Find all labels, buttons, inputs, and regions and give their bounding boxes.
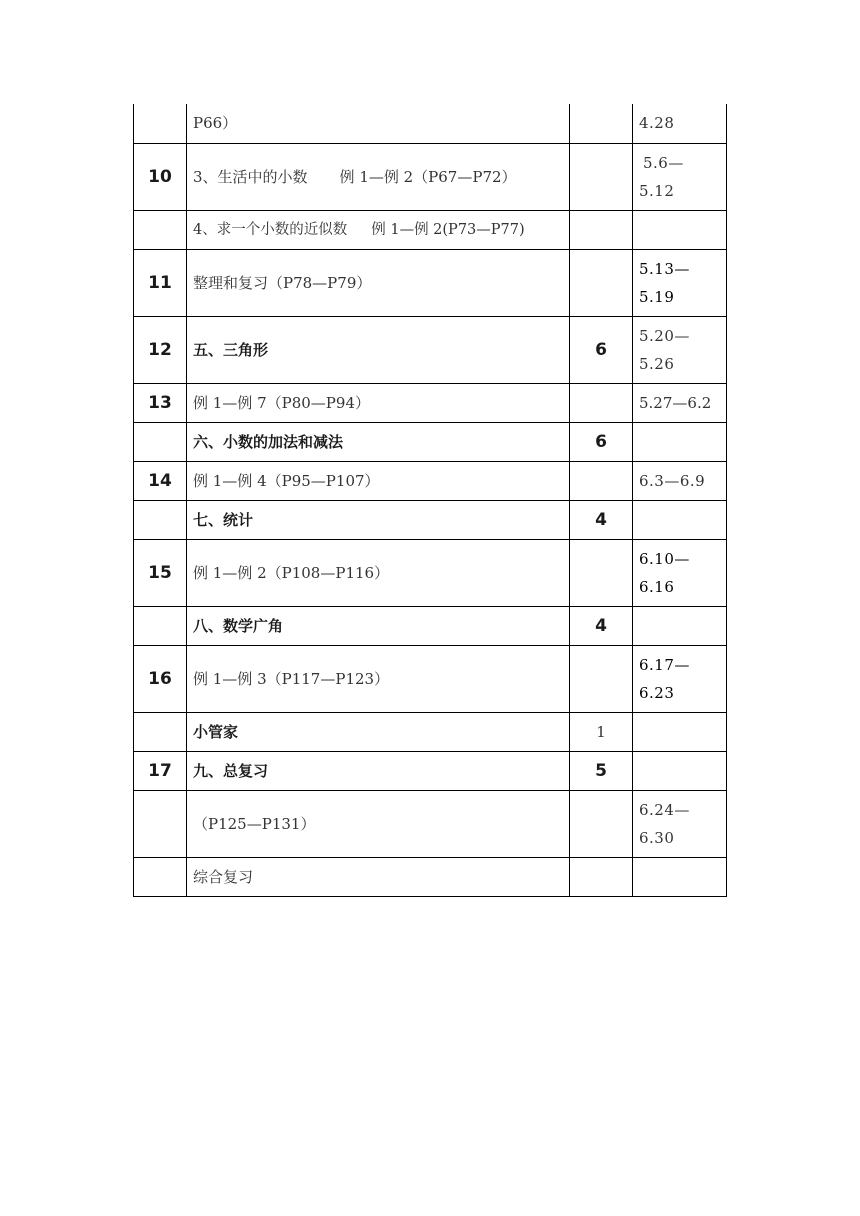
date-cell	[633, 857, 727, 896]
date-cell	[633, 316, 727, 383]
date-cell	[633, 143, 727, 210]
table-row	[134, 539, 727, 606]
date-cell	[633, 104, 727, 143]
date-cell	[633, 249, 727, 316]
date-cell	[633, 790, 727, 857]
week-cell: 16	[134, 645, 187, 712]
date-cell	[633, 645, 727, 712]
table-row	[134, 712, 727, 751]
date-line: 6.23	[639, 683, 675, 702]
content-cell: 例 1—例 2（P108—P116）	[187, 539, 570, 606]
date-line: 6.17—	[639, 655, 690, 674]
content-range: 例 1—例 2(P73—P77)	[371, 221, 525, 238]
content-cell: P66）	[187, 104, 570, 143]
content-title: 3、生活中的小数	[193, 167, 308, 186]
content-title: 4、求一个小数的近似数	[193, 221, 348, 238]
table-row	[134, 249, 727, 316]
content-cell: 例 1—例 4（P95—P107）	[187, 461, 570, 500]
table-row	[134, 422, 727, 461]
date-line: 5.19	[639, 287, 675, 306]
date-cell: 5.27—6.2	[633, 383, 727, 422]
date-line: 5.12	[639, 181, 675, 200]
date-cell	[633, 500, 727, 539]
hours-cell: 4	[570, 500, 633, 539]
week-cell	[134, 857, 187, 896]
hours-cell	[570, 143, 633, 210]
table-row	[134, 316, 727, 383]
date-cell	[633, 210, 727, 249]
week-cell: 12	[134, 316, 187, 383]
week-cell	[134, 606, 187, 645]
date-cell	[633, 712, 727, 751]
table-row	[134, 857, 727, 896]
hours-cell	[570, 383, 633, 422]
table-row	[134, 500, 727, 539]
hours-cell: 6	[570, 316, 633, 383]
hours-cell	[570, 645, 633, 712]
hours-cell	[570, 539, 633, 606]
hours-cell: 6	[570, 422, 633, 461]
week-cell	[134, 210, 187, 249]
content-cell: 综合复习	[187, 857, 570, 896]
date-cell	[633, 751, 727, 790]
content-cell: 小管家	[187, 712, 570, 751]
content-cell: 九、总复习	[187, 751, 570, 790]
week-cell: 17	[134, 751, 187, 790]
table-row	[134, 645, 727, 712]
content-cell: 例 1—例 7（P80—P94）	[187, 383, 570, 422]
date-cell	[633, 422, 727, 461]
hours-cell	[570, 104, 633, 143]
date-line: 4.28	[639, 114, 675, 133]
hours-cell: 4	[570, 606, 633, 645]
hours-cell	[570, 210, 633, 249]
week-cell: 10	[134, 143, 187, 210]
week-cell: 13	[134, 383, 187, 422]
date-line: 5.20—	[639, 326, 690, 345]
table-row	[134, 790, 727, 857]
table-row	[134, 606, 727, 645]
week-cell	[134, 104, 187, 143]
date-line: 6.16	[639, 577, 675, 596]
table-row	[134, 210, 727, 249]
week-cell	[134, 712, 187, 751]
table-row	[134, 143, 727, 210]
week-cell	[134, 422, 187, 461]
hours-cell	[570, 790, 633, 857]
week-cell: 11	[134, 249, 187, 316]
date-line: 5.26	[639, 354, 675, 373]
hours-cell: 1	[570, 712, 633, 751]
date-cell	[633, 539, 727, 606]
table-row	[134, 104, 727, 143]
hours-cell	[570, 857, 633, 896]
date-line: 5.13—	[639, 259, 690, 278]
table-row	[134, 461, 727, 500]
content-cell: 五、三角形	[187, 316, 570, 383]
content-cell	[187, 143, 570, 210]
week-cell: 14	[134, 461, 187, 500]
content-range: 例 1—例 2（P67—P72）	[339, 167, 517, 186]
date-line: 6.24—	[639, 800, 690, 819]
table-row	[134, 751, 727, 790]
date-cell	[633, 606, 727, 645]
content-cell	[187, 210, 570, 249]
content-cell: 六、小数的加法和减法	[187, 422, 570, 461]
content-cell: 整理和复习（P78—P79）	[187, 249, 570, 316]
table-row	[134, 383, 727, 422]
content-cell: 七、统计	[187, 500, 570, 539]
date-line: 6.10—	[639, 549, 690, 568]
date-cell: 6.3—6.9	[633, 461, 727, 500]
hours-cell	[570, 461, 633, 500]
week-cell: 15	[134, 539, 187, 606]
date-line: 5.6—	[643, 153, 684, 172]
hours-cell	[570, 249, 633, 316]
content-cell: 八、数学广角	[187, 606, 570, 645]
week-cell	[134, 500, 187, 539]
content-cell: （P125—P131）	[187, 790, 570, 857]
schedule-table	[133, 104, 727, 897]
date-line: 6.30	[639, 828, 675, 847]
hours-cell: 5	[570, 751, 633, 790]
week-cell	[134, 790, 187, 857]
content-cell: 例 1—例 3（P117—P123）	[187, 645, 570, 712]
